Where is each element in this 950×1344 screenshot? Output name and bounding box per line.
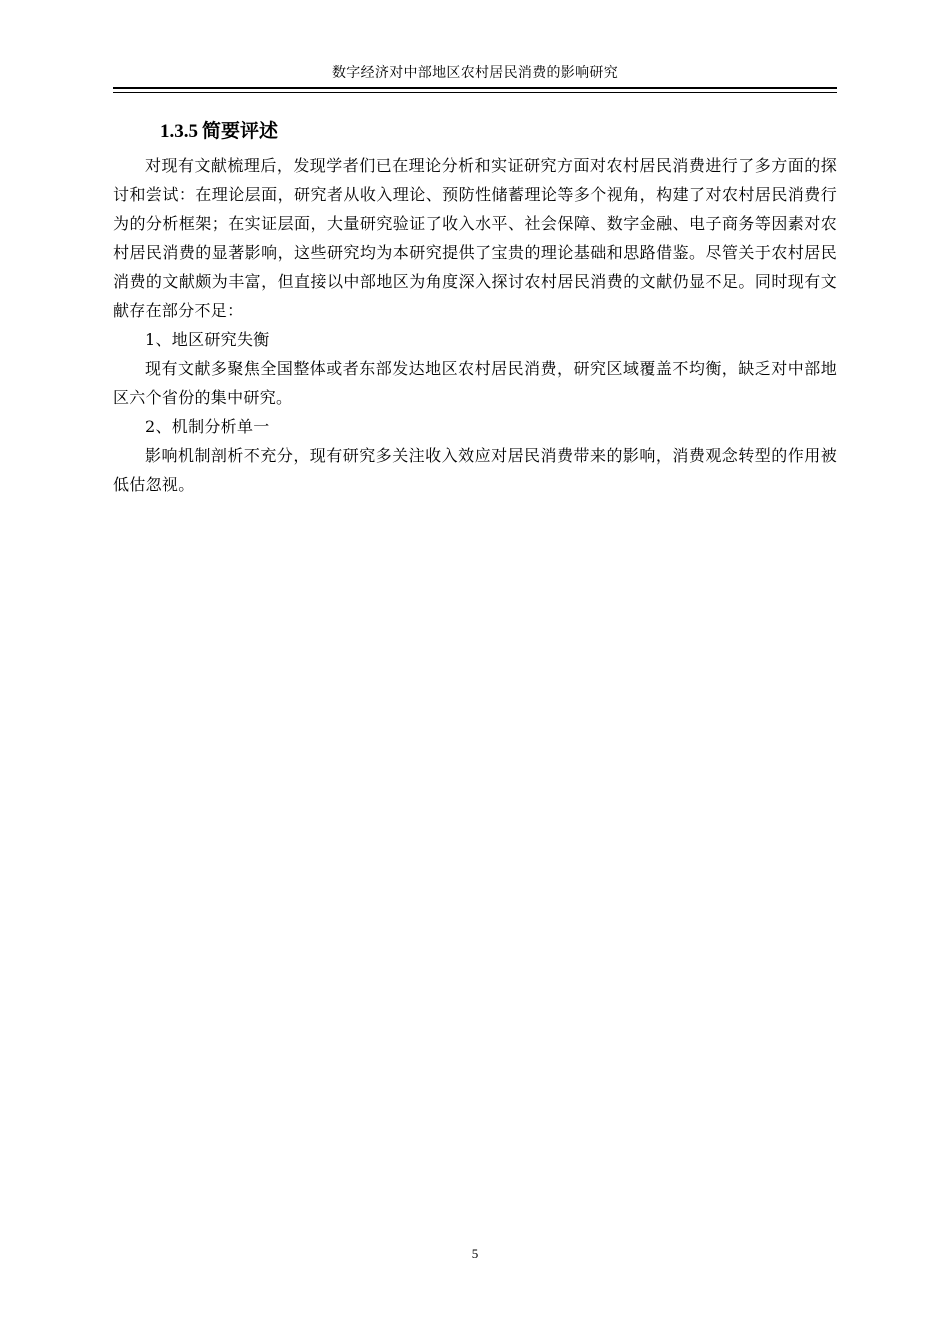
page-number: 5 [471, 1246, 479, 1261]
header-rule-thin [113, 92, 837, 93]
section-number: 1.3.5 [160, 121, 198, 142]
running-header-title: 数字经济对中部地区农村居民消费的影响研究 [332, 65, 618, 81]
point-heading-regional-imbalance: 1、地区研究失衡 [145, 330, 270, 349]
intro-paragraph: 对现有文献梳理后，发现学者们已在理论分析和实证研究方面对农村居民消费进行了多方面的探讨和尝试：在理论层面，研究者从收入理论、预防性储蓄理论等多个视角，构建了对农村居民消费行为的分析框架；在实证层面，大量研究验证了收入水平、社会保障、数字金融、电子商务等因素对农村居民消费的显著影响，这些研究均为本研究提供了宝贵的理论基础和思路借鉴。尽管关于农村居民消费的文献颇为丰富，但直接以中部地区为角度深入探讨农村居民消费的文献仍显不足。同时现有文献存在部分不足： [113, 156, 837, 320]
section-title: 简要评述 [202, 120, 279, 142]
header-rule-thick [113, 87, 837, 89]
point-body-regional-imbalance: 现有文献多聚焦全国整体或者东部发达地区农村居民消费，研究区域覆盖不均衡，缺乏对中部地区六个省份的集中研究。 [113, 359, 837, 407]
point-heading-mechanism-analysis: 2、机制分析单一 [145, 417, 270, 436]
section-heading [160, 117, 278, 146]
body-text [113, 151, 837, 499]
point-body-mechanism-analysis: 影响机制剖析不充分，现有研究多关注收入效应对居民消费带来的影响，消费观念转型的作用被低估忽视。 [113, 446, 837, 494]
